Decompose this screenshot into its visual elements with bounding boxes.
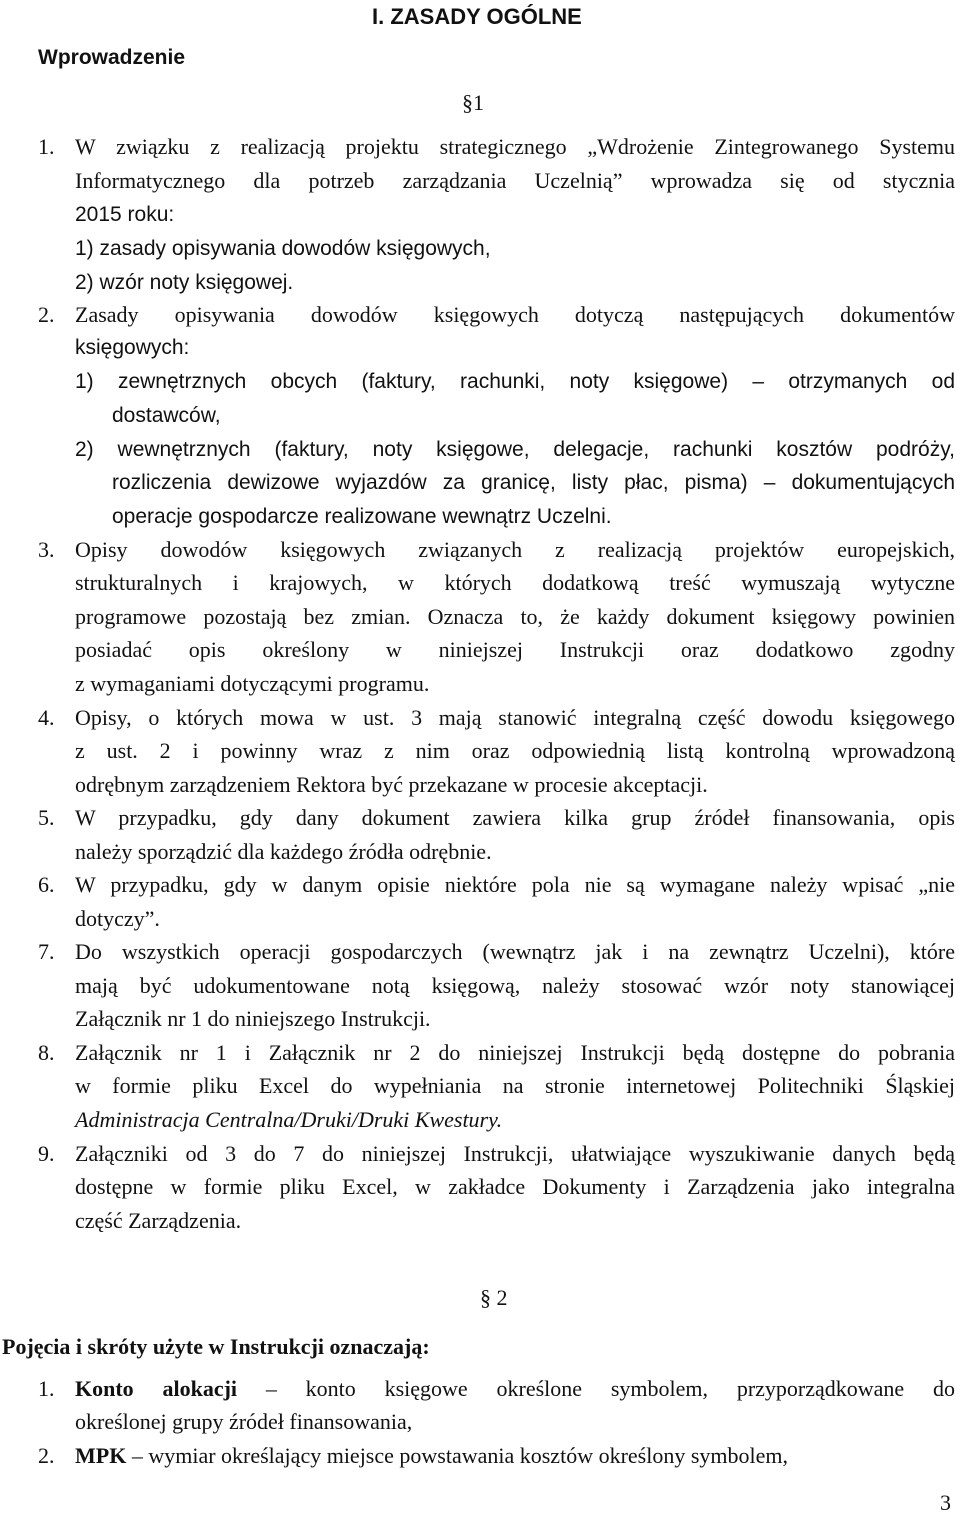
section-1-mark: §1 [462, 90, 484, 115]
item-7-line-2: mają być udokumentowane notą księgową, należy stosować wzór noty stanowiącej [75, 973, 955, 998]
item-3-line-3: programowe pozostają bez zmian. Oznacza to, że każdy dokument księgowy powinien [75, 604, 955, 629]
definition-1-term: Konto alokacji [75, 1376, 238, 1401]
section-2-title: Pojęcia i skróty użyte w Instrukcji oznaczają: [2, 1334, 430, 1359]
definition-2-term: MPK [75, 1443, 127, 1468]
item-2-line-3: 1) zewnętrznych obcych (faktury, rachunki, noty księgowe) – otrzymanych od [75, 370, 955, 393]
item-9-line-3: część Zarządzenia. [75, 1208, 242, 1233]
item-1-number: 1. [38, 134, 55, 159]
definition-2-text: – wymiar określający miejsce powstawania kosztów określony symbolem, [126, 1443, 789, 1468]
item-6-number: 6. [38, 872, 55, 897]
item-7-line-3: Załącznik nr 1 do niniejszego Instrukcji. [75, 1006, 431, 1031]
definition-2-number: 2. [38, 1443, 55, 1468]
item-6-line-2: dotyczy”. [75, 906, 160, 931]
item-1-line-3: 2015 roku: [75, 203, 175, 226]
item-8-number: 8. [38, 1040, 55, 1065]
item-3-line-4: posiadać opis określony w niniejszej Instrukcji oraz dodatkowo zgodny [75, 637, 955, 662]
item-9-line-2: dostępne w formie pliku Excel, w zakładce Dokumenty i Zarządzenia jako integralna [75, 1174, 955, 1199]
item-4-number: 4. [38, 705, 55, 730]
item-6-line-1: W przypadku, gdy w danym opisie niektóre pola nie są wymagane należy wpisać „nie [75, 872, 955, 897]
item-1-line-4: 1) zasady opisywania dowodów księgowych, [75, 237, 491, 260]
item-2-line-1: Zasady opisywania dowodów księgowych dotyczą następujących dokumentów [75, 302, 955, 327]
item-4-line-3: odrębnym zarządzeniem Rektora być przekazane w procesie akceptacji. [75, 772, 708, 797]
definition-2-line-1 [75, 1443, 788, 1469]
item-9-line-1: Załączniki od 3 do 7 do niniejszej Instrukcji, ułatwiające wyszukiwanie danych będą [75, 1141, 955, 1166]
definition-1-line-2: określonej grupy źródeł finansowania, [75, 1409, 413, 1434]
item-5-line-2: należy sporządzić dla każdego źródła odrębnie. [75, 839, 492, 864]
item-8-line-3: Administracja Centralna/Druki/Druki Kwestury. [75, 1107, 503, 1132]
item-8-line-1: Załącznik nr 1 i Załącznik nr 2 do niniejszej Instrukcji będą dostępne do pobrania [75, 1040, 955, 1065]
section-2-mark: § 2 [480, 1285, 508, 1310]
item-2-number: 2. [38, 302, 55, 327]
definition-1-number: 1. [38, 1376, 55, 1401]
definition-1-text: – konto księgowe określone symbolem, przyporządkowane do [237, 1376, 955, 1401]
item-5-line-1: W przypadku, gdy dany dokument zawiera kilka grup źródeł finansowania, opis [75, 805, 955, 830]
item-9-number: 9. [38, 1141, 55, 1166]
item-3-line-5: z wymaganiami dotyczącymi programu. [75, 671, 430, 696]
item-4-line-2: z ust. 2 i powinny wraz z nim oraz odpowiednią listą kontrolną wprowadzoną [75, 738, 955, 763]
chapter-heading: I. ZASADY OGÓLNE [372, 4, 582, 29]
item-2-line-5: 2) wewnętrznych (faktury, noty księgowe, delegacje, rachunki kosztów podróży, [75, 438, 955, 461]
item-5-number: 5. [38, 805, 55, 830]
item-2-line-6: rozliczenia dewizowe wyjazdów za granicę, listy płac, pisma) – dokumentujących [112, 471, 955, 494]
definition-1-line-1 [75, 1376, 955, 1402]
intro-heading: Wprowadzenie [38, 46, 186, 69]
item-3-line-1: Opisy dowodów księgowych związanych z realizacją projektów europejskich, [75, 537, 955, 562]
page-number: 3 [940, 1490, 951, 1515]
item-1-line-1: W związku z realizacją projektu strategicznego „Wdrożenie Zintegrowanego Systemu [75, 134, 955, 159]
item-7-number: 7. [38, 939, 55, 964]
item-1-line-5: 2) wzór noty księgowej. [75, 271, 294, 294]
item-3-line-2: strukturalnych i krajowych, w których dodatkową treść wymuszają wytyczne [75, 570, 955, 595]
item-4-line-1: Opisy, o których mowa w ust. 3 mają stanowić integralną część dowodu księgowego [75, 705, 955, 730]
item-1-line-2: Informatycznego dla potrzeb zarządzania Uczelnią” wprowadza się od stycznia [75, 168, 955, 193]
item-3-number: 3. [38, 537, 55, 562]
item-2-line-7: operacje gospodarcze realizowane wewnątrz Uczelni. [112, 505, 612, 528]
item-8-line-2: w formie pliku Excel do wypełniania na stronie internetowej Politechniki Śląskiej [75, 1073, 955, 1098]
item-7-line-1: Do wszystkich operacji gospodarczych (wewnątrz jak i na zewnątrz Uczelni), które [75, 939, 955, 964]
item-2-line-4: dostawców, [112, 404, 221, 427]
item-2-line-2: księgowych: [75, 336, 190, 359]
